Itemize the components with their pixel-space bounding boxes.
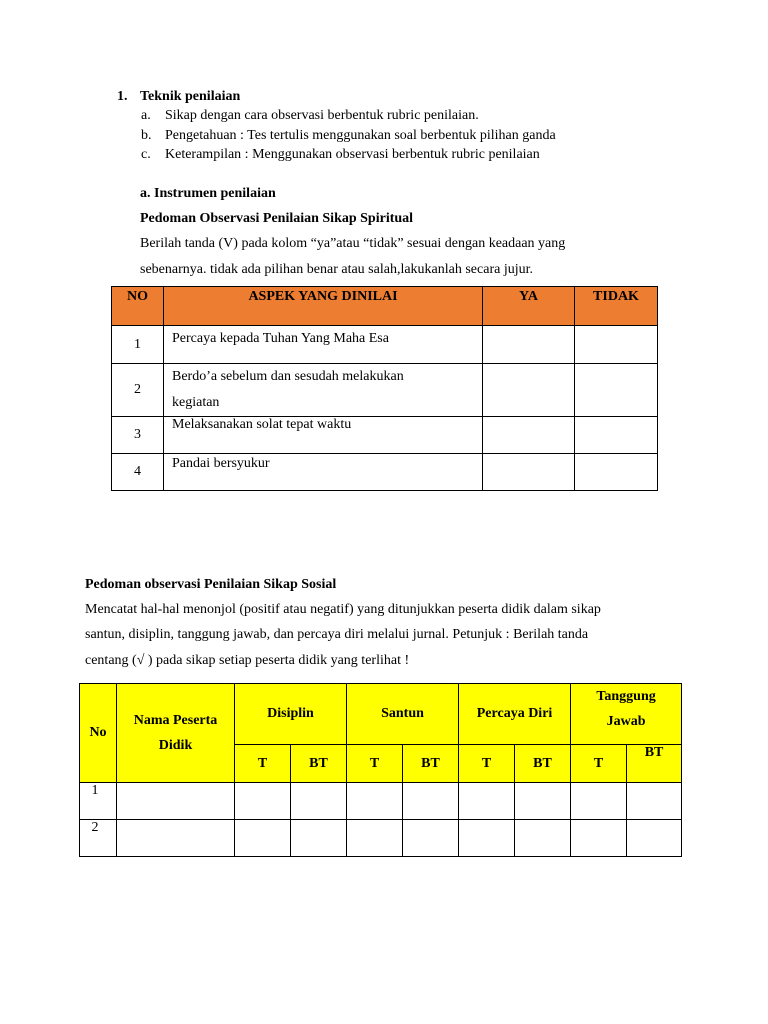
subheader-bt: BT [515, 745, 571, 783]
list-letter: a. [141, 108, 151, 123]
table-row [80, 820, 682, 857]
row-number: 1 [80, 783, 117, 820]
cell-check[interactable] [235, 783, 291, 820]
table-row [112, 326, 658, 364]
row-number: 2 [112, 364, 164, 417]
cell-nama[interactable] [117, 820, 235, 857]
row-number: 1 [112, 326, 164, 364]
subheader-bt: BT [291, 745, 347, 783]
social-heading: Pedoman observasi Penilaian Sikap Sosial [85, 577, 337, 592]
cell-check[interactable] [515, 820, 571, 857]
list-item-text: Sikap dengan cara observasi berbentuk rubric penilaian. [165, 108, 479, 123]
header-nama-line1: Nama Peserta [133, 713, 218, 728]
subheader-t: T [347, 745, 403, 783]
instruction-line: centang (√ ) pada sikap setiap peserta didik yang terlihat ! [85, 653, 410, 668]
list-number: 1. [117, 89, 128, 104]
header-tanggung-jawab [571, 684, 682, 745]
table-row [112, 364, 658, 417]
instruction-line: Mencatat hal-hal menonjol (positif atau negatif) yang ditunjukkan peserta didik dalam sikap [85, 602, 601, 617]
cell-check[interactable] [515, 783, 571, 820]
header-percaya-diri: Percaya Diri [459, 684, 571, 745]
list-letter: b. [141, 128, 152, 143]
header-no: No [80, 684, 117, 783]
table-row [80, 783, 682, 820]
social-table [79, 683, 682, 857]
section-title: Teknik penilaian [140, 89, 241, 104]
cell-check[interactable] [571, 820, 627, 857]
row-aspek: Pandai bersyukur [164, 454, 483, 491]
checkbox-cell-ya[interactable] [483, 454, 575, 491]
header-nama-line2: Didik [158, 738, 193, 753]
header-tanggung-line2: Jawab [606, 714, 646, 729]
table-row [112, 417, 658, 454]
list-item-text: Pengetahuan : Tes tertulis menggunakan soal berbentuk pilihan ganda [165, 128, 556, 143]
checkbox-cell-ya[interactable] [483, 364, 575, 417]
header-no: NO [112, 287, 164, 326]
subheader-bt: BT [627, 745, 682, 783]
cell-check[interactable] [403, 820, 459, 857]
checkbox-cell-tidak[interactable] [575, 364, 658, 417]
cell-check[interactable] [235, 820, 291, 857]
cell-check[interactable] [571, 783, 627, 820]
list-item-text: Keterampilan : Menggunakan observasi berbentuk rubric penilaian [165, 147, 540, 162]
cell-check[interactable] [459, 820, 515, 857]
header-santun: Santun [347, 684, 459, 745]
header-tanggung-line1: Tanggung [596, 689, 656, 704]
cell-nama[interactable] [117, 783, 235, 820]
cell-check[interactable] [459, 783, 515, 820]
checkbox-cell-tidak[interactable] [575, 454, 658, 491]
instruction-line: Berilah tanda (V) pada kolom “ya”atau “tidak” sesuai dengan keadaan yang [140, 236, 566, 251]
subheader-t: T [235, 745, 291, 783]
checkbox-cell-tidak[interactable] [575, 417, 658, 454]
instrument-subheading: Pedoman Observasi Penilaian Sikap Spiritual [140, 211, 414, 226]
cell-check[interactable] [627, 783, 682, 820]
table-row [112, 454, 658, 491]
header-disiplin: Disiplin [235, 684, 347, 745]
row-aspek: Melaksanakan solat tepat waktu [164, 417, 483, 454]
instruction-line: santun, disiplin, tanggung jawab, dan percaya diri melalui jurnal. Petunjuk : Berilah tanda [85, 627, 589, 642]
row-number: 2 [80, 820, 117, 857]
checkbox-cell-ya[interactable] [483, 417, 575, 454]
subheader-t: T [571, 745, 627, 783]
instrument-heading: a. Instrumen penilaian [140, 186, 276, 201]
cell-check[interactable] [347, 820, 403, 857]
spiritual-table [111, 286, 658, 491]
checkbox-cell-ya[interactable] [483, 326, 575, 364]
checkbox-cell-tidak[interactable] [575, 326, 658, 364]
list-letter: c. [141, 147, 151, 162]
instruction-line: sebenarnya. tidak ada pilihan benar atau salah,lakukanlah secara jujur. [140, 262, 533, 277]
row-aspek: Berdo’a sebelum dan sesudah melakukan kegiatan [164, 364, 483, 417]
cell-check[interactable] [627, 820, 682, 857]
cell-check[interactable] [347, 783, 403, 820]
cell-check[interactable] [291, 783, 347, 820]
cell-check[interactable] [291, 820, 347, 857]
subheader-bt: BT [403, 745, 459, 783]
row-aspek: Percaya kepada Tuhan Yang Maha Esa [164, 326, 483, 364]
row-number: 4 [112, 454, 164, 491]
cell-check[interactable] [403, 783, 459, 820]
header-nama [117, 684, 235, 783]
header-tidak: TIDAK [575, 287, 658, 326]
row-number: 3 [112, 417, 164, 454]
header-aspek: ASPEK YANG DINILAI [164, 287, 483, 326]
subheader-t: T [459, 745, 515, 783]
header-ya: YA [483, 287, 575, 326]
